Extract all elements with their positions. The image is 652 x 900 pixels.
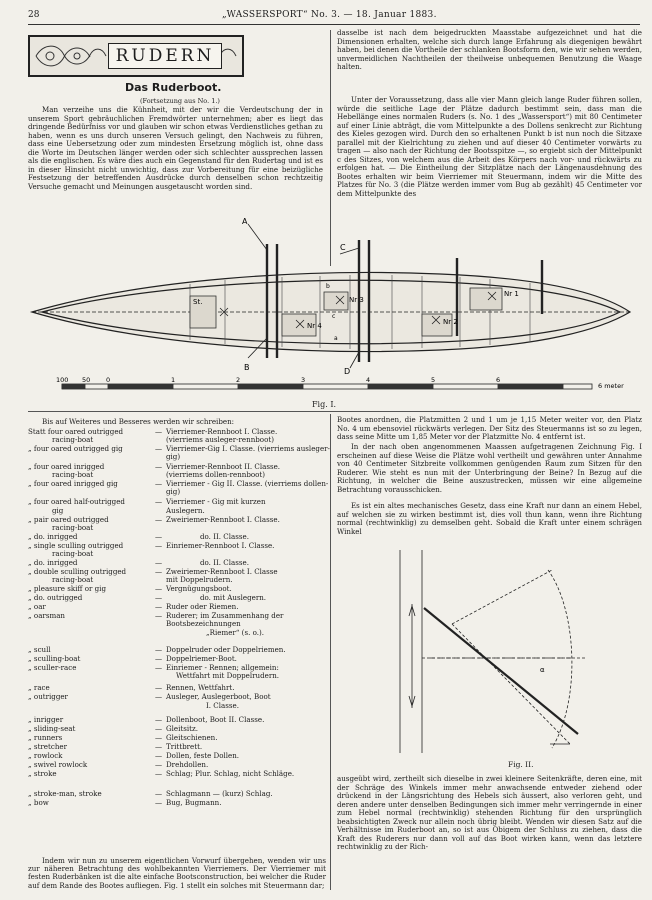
dictionary-dash: —: [155, 558, 163, 567]
dictionary-term: „ double sculling outrigged: [28, 567, 127, 576]
dictionary-definition: Rennen, Wettfahrt.: [166, 683, 235, 692]
dictionary-term: „ rowlock: [28, 751, 63, 760]
dictionary-definition: (vierriems ausleger-rennboot): [166, 435, 274, 444]
dictionary-dash: —: [155, 724, 163, 733]
dictionary-dash: —: [155, 515, 163, 524]
dictionary-dash: —: [155, 611, 163, 620]
dictionary-term: „ runners: [28, 733, 63, 742]
dictionary-term: racing-boat: [52, 523, 94, 532]
scale-label-50: 50: [82, 376, 91, 384]
dictionary-term: racing-boat: [52, 549, 94, 558]
label-nr1: Nr 1: [504, 290, 519, 298]
dictionary-definition: Drehdollen.: [166, 760, 209, 769]
figure-2-lever-diagram: [390, 548, 590, 754]
right-bottom-paragraph-4: ausgeübt wird, zertheilt sich dieselbe in zwei kleinere Seitenkräfte, deren eine, mit der Schräge des Winkels immer mehr anwachsende entweder ziehend oder drückend in der Längsrichtung des Hebels sich äussert, also verloren geht, und deren andere unter denselben Bedingungen sich immer mehr verringernde in einer zum Hebel normal (rechtwinklig) stehenden Richtung für den ursprünglich beabsichtigten Zweck nur allein noch übrig bleibt. Wenden wir diesen Satz auf die Verhältnisse im Ruderboot an, so ist aus Obigem der Schluss zu ziehen, dass die Kraft des Ruderers nur dann voll auf das Boot wirken kann, wenn das letztere rechtwinklig zu der Rich-: [337, 774, 642, 851]
right-paragraph-2: Unter der Voraussetzung, dass alle vier Mann gleich lange Ruder führen sollen, würde die seitliche Lage der Plätze dadurch bestimmt sein, dass man die Hebellänge eines normalen Ruders (s. No. 1 des „Wassersport“) mit 80 Centimeter auf einer Linie abträgt, die vom Mittelpunkte a des Dollens senkrecht zur Richtung des Kieles gezogen wird. Durch den so erhaltenen Punkt b ist nun noch die Sitzaxe parallel mit der Kielrichtung zu ziehen und auf dieser 40 Centimeter vorwärts zu tragen — also nach der Richtung der Bootsspitze —, so ergiebt sich der Mittelpunkt c des Sitzes, von welchem aus die Arbeit des Körpers nach vor- und rückwärts zu erfolgen hat. — Die Eintheilung der Sitzplätze nach der Längenausdehnung des Bootes erhalten wir beim Vierriemer mit Steuermann, indem wir die Mitte des Platzes für No. 3 (die Plätze werden immer vom Bug ab gezählt) 45 Centimeter vor dem Mittelpunkte des: [337, 95, 642, 198]
dictionary-definition: Ausleger, Auslegerboot, Boot: [166, 692, 271, 701]
dictionary-term: „ sculling-boat: [28, 654, 81, 663]
dictionary-definition: Ruder oder Riemen.: [166, 602, 239, 611]
dictionary-definition: Vierriemer-Rennboot II. Classe.: [166, 462, 281, 471]
dictionary-term: Statt four oared outrigged: [28, 427, 124, 436]
dictionary-definition: do. mit Auslegern.: [200, 593, 267, 602]
dictionary-definition: Vierriemer-Gig I. Classe. (vierriems ausleger-gig): [166, 444, 330, 462]
dictionary-definition: Vierriemer-Rennboot I. Classe.: [166, 427, 278, 436]
dictionary-term: „ stroke-man, stroke: [28, 789, 102, 798]
label-C: C: [340, 243, 346, 252]
right-bottom-paragraph-2: In der nach oben angenommenen Maassen aufgetragenen Zeichnung Fig. I erscheinen auf diese Weise die Plätze wohl vertheilt und gewähren unter Annahme von 40 Centimeter Sitzbreite vollkommen genügenden Raum zum Sitzen für den Ruderer. Wie steht es nun mit der Unterbringung der Beine? In Bezug auf die Richtung, in welcher die Beine auszustrecken, müssen wir eine allgemeine Betrachtung vorausschicken.: [337, 442, 642, 494]
dictionary-term: racing-boat: [52, 470, 94, 479]
dictionary-list: [28, 428, 328, 833]
dictionary-term: racing-boat: [52, 435, 94, 444]
dictionary-definition: do. II. Classe.: [200, 532, 249, 541]
figure-2-caption: Fig. II.: [508, 760, 534, 769]
dictionary-dash: —: [155, 479, 163, 488]
dictionary-definition: do. II. Classe.: [200, 558, 249, 567]
boat-hull: [32, 273, 630, 352]
article-heading: Das Ruderboot.: [125, 81, 222, 94]
figure-1-caption: Fig. I.: [312, 400, 337, 409]
dictionary-definition: Doppelriemer-Boot.: [166, 654, 237, 663]
label-nr3: Nr 3: [349, 296, 364, 304]
dictionary-intro: Bis auf Weiteres und Besseres werden wir schreiben:: [42, 417, 235, 426]
dictionary-dash: —: [155, 584, 163, 593]
dictionary-dash: —: [155, 654, 163, 663]
article-continuation: (Fortsetzung aus No. 1.): [140, 97, 220, 105]
dictionary-term: „ sculler-race: [28, 663, 77, 672]
dictionary-term: „ bow: [28, 798, 49, 807]
dictionary-term: racing-boat: [52, 575, 94, 584]
dictionary-definition: Auslegern.: [166, 506, 205, 515]
dictionary-dash: —: [155, 692, 163, 701]
figure-1-boat-plan: [20, 188, 644, 392]
dictionary-dash: —: [155, 760, 163, 769]
title-banner: [28, 35, 244, 77]
label-nr4: Nr 4: [307, 322, 322, 330]
figure-2-alpha-label: α: [540, 666, 545, 674]
dictionary-definition: Dollen, feste Dollen.: [166, 751, 240, 760]
dictionary-dash: —: [155, 593, 163, 602]
dictionary-term: „ single sculling outrigged: [28, 541, 124, 550]
dictionary-term: „ scull: [28, 645, 51, 654]
dictionary-definition: I. Classe.: [206, 701, 239, 710]
dictionary-dash: —: [155, 427, 163, 436]
dictionary-term: gig: [52, 506, 64, 515]
right-bottom-paragraph-1: Bootes anordnen, die Platzmitten 2 und 1 um je 1,15 Meter weiter vor, den Platz No. 4 um ebensoviel rückwärts verlegen. Der Sitz des Steuermanns ist so zu legen, dass seine Mitte um 1,85 Meter vor der Platzmitte No. 4 entfernt ist.: [337, 415, 642, 441]
label-a: a: [334, 335, 338, 342]
scale-label-meter: 6 meter: [598, 382, 624, 390]
label-A: A: [242, 217, 248, 226]
dictionary-dash: —: [155, 769, 163, 778]
right-paragraph-1: dasselbe ist nach dem beigedruckten Maasstabe aufgezeichnet und hat die Dimensionen erhalten, welche sich durch lange Erfahrung als diegenigen bewährt haben, bei denen die Vortheile der schlanken Bootsform den, wie wir sehen werden, unvermeidlichen Nachtheilen der theilweise unbequemen Benutzung die Waage halten.: [337, 28, 642, 71]
scale-label-1: 1: [171, 376, 176, 384]
scale-label-0: 0: [106, 376, 111, 384]
dictionary-dash: —: [155, 683, 163, 692]
dictionary-term: „ pair oared outrigged: [28, 515, 109, 524]
dictionary-term: „ swivel rowlock: [28, 760, 88, 769]
dictionary-definition: Ruderer; im Zusammenhang der Bootsbezeichnungen: [166, 611, 284, 629]
dictionary-dash: —: [155, 541, 163, 550]
scale-label-5: 5: [431, 376, 436, 384]
dictionary-definition: Doppelruder oder Doppelriemen.: [166, 645, 286, 654]
dictionary-dash: —: [155, 798, 163, 807]
dictionary-dash: —: [155, 462, 163, 471]
dictionary-dash: —: [155, 789, 163, 798]
scale-label-2: 2: [236, 376, 241, 384]
dictionary-dash: —: [155, 444, 163, 453]
dictionary-definition: Zweiriemer-Rennboot I. Classe: [166, 567, 278, 576]
scale-label-100: 100: [56, 376, 69, 384]
dictionary-term: „ pleasure skiff or gig: [28, 584, 106, 593]
label-c: c: [332, 313, 336, 320]
dictionary-definition: Schlagmann — (kurz) Schlag.: [166, 789, 273, 798]
dictionary-term: „ stretcher: [28, 742, 67, 751]
label-nr2: Nr 2: [443, 318, 458, 326]
dictionary-term: „ sliding-seat: [28, 724, 76, 733]
label-B: B: [244, 363, 250, 372]
dictionary-term: „ race: [28, 683, 50, 692]
intro-paragraph: Man verzeihe uns die Kühnheit, mit der wir die Verdeutschung der in unserem Sport gebräuchlichen Fremdwörter unternehmen; aber es liegt das dringende Bedürfniss vor und glauben wir schon etwas Verdienstliches gethan zu haben, wenn es uns durch unseren Versuch gelingt, den Nachweis zu führen, dass eine Uebersetzung oder zum mindesten Ersetzung möglich ist, ohne dass die Worte im Deutschen länger werden oder sich schlechter aussprechen lassen als die englischen. Es wäre dies auch ein Gegenstand für den Rudertag und ist es in dieser Hinsicht nicht unwichtig, dass zur Vorbereitung für eine beizügliche Festsetzung der betreffenden Ausdrücke durch denselben schon rechtzeitig Versuche gemacht und Meinungen ausgetauscht worden sind.: [28, 105, 323, 191]
dictionary-dash: —: [155, 567, 163, 576]
dictionary-definition: Vierriemer - Gig mit kurzen: [166, 497, 266, 506]
dictionary-term: „ four oared inrigged: [28, 462, 105, 471]
dictionary-definition: „Riemer“ (s. o.).: [206, 628, 265, 637]
dictionary-term: „ oar: [28, 602, 46, 611]
dictionary-dash: —: [155, 733, 163, 742]
dictionary-dash: —: [155, 742, 163, 751]
dictionary-term: „ four oared outrigged gig: [28, 444, 123, 453]
scale-label-6: 6: [496, 376, 501, 384]
dictionary-definition: Vierriemer - Gig II. Classe. (vierriems dollen-gig): [166, 479, 329, 497]
dictionary-definition: Trittbrett.: [166, 742, 203, 751]
dictionary-definition: Gleitsitz.: [166, 724, 199, 733]
dictionary-term: „ four oared half-outrigged: [28, 497, 125, 506]
dictionary-definition: Einriemer - Rennen; allgemein:: [166, 663, 279, 672]
dictionary-definition: (vierriems dollen-rennboot): [166, 470, 266, 479]
dictionary-term: „ outrigger: [28, 692, 68, 701]
dictionary-dash: —: [155, 715, 163, 724]
title-banner-text: RUDERN: [108, 43, 222, 69]
figure-rule: [28, 411, 640, 412]
right-bottom-paragraph-3: Es ist ein altes mechanisches Gesetz, dass eine Kraft nur dann an einem Hebel, auf welchen sie zu wirken bestimmt ist, dies voll thun kann, wenn ihre Richtung normal (rechtwinklig) zu demselben geht. Sobald die Kraft unter einem schrägen Winkel: [337, 501, 642, 536]
dictionary-definition: Schlag; Plur. Schlag, nicht Schläge.: [166, 769, 295, 778]
dictionary-definition: Zweiriemer-Rennboot I. Classe.: [166, 515, 280, 524]
dictionary-term: „ inrigger: [28, 715, 64, 724]
label-D: D: [344, 367, 351, 376]
scale-label-4: 4: [366, 376, 371, 384]
dictionary-term: „ do. inrigged: [28, 558, 78, 567]
dictionary-definition: Dollenboot, Boot II. Classe.: [166, 715, 265, 724]
dictionary-definition: mit Doppelrudern.: [166, 575, 233, 584]
dictionary-definition: Einriemer-Rennboot I. Classe.: [166, 541, 275, 550]
dictionary-dash: —: [155, 532, 163, 541]
dictionary-definition: Vergnügungsboot.: [166, 584, 232, 593]
header-rule: [28, 24, 640, 25]
dictionary-dash: —: [155, 497, 163, 506]
dictionary-dash: —: [155, 663, 163, 672]
dictionary-closing: Indem wir nun zu unserem eigentlichen Vorwurf übergehen, wenden wir uns zur näheren Betrachtung des wohlbekannten Vierriemers. Der Vierriemer mit festen Ruderbänken ist die alte einfache Bootsconstruction, bei welcher die Ruder auf dem Rande des Bootes aufliegen. Fig. 1 stellt ein solches mit Steuermann dar;: [28, 856, 326, 890]
dictionary-term: „ do. inrigged: [28, 532, 78, 541]
dictionary-dash: —: [155, 602, 163, 611]
dictionary-definition: Wettfahrt mit Doppelrudern.: [176, 671, 280, 680]
label-b: b: [326, 283, 330, 290]
dictionary-term: „ four oared inrigged gig: [28, 479, 118, 488]
dictionary-dash: —: [155, 751, 163, 760]
dictionary-definition: Gleitschienen.: [166, 733, 218, 742]
scale-label-3: 3: [301, 376, 306, 384]
dictionary-term: „ stroke: [28, 769, 57, 778]
running-header: „WASSERSPORT“ No. 3. — 18. Januar 1883.: [222, 10, 437, 20]
dictionary-term: „ do. outrigged: [28, 593, 83, 602]
dictionary-term: „ oarsman: [28, 611, 65, 620]
label-st: St.: [193, 298, 203, 306]
dictionary-definition: Bug, Bugmann.: [166, 798, 222, 807]
dictionary-dash: —: [155, 645, 163, 654]
page-number: 28: [28, 10, 40, 20]
